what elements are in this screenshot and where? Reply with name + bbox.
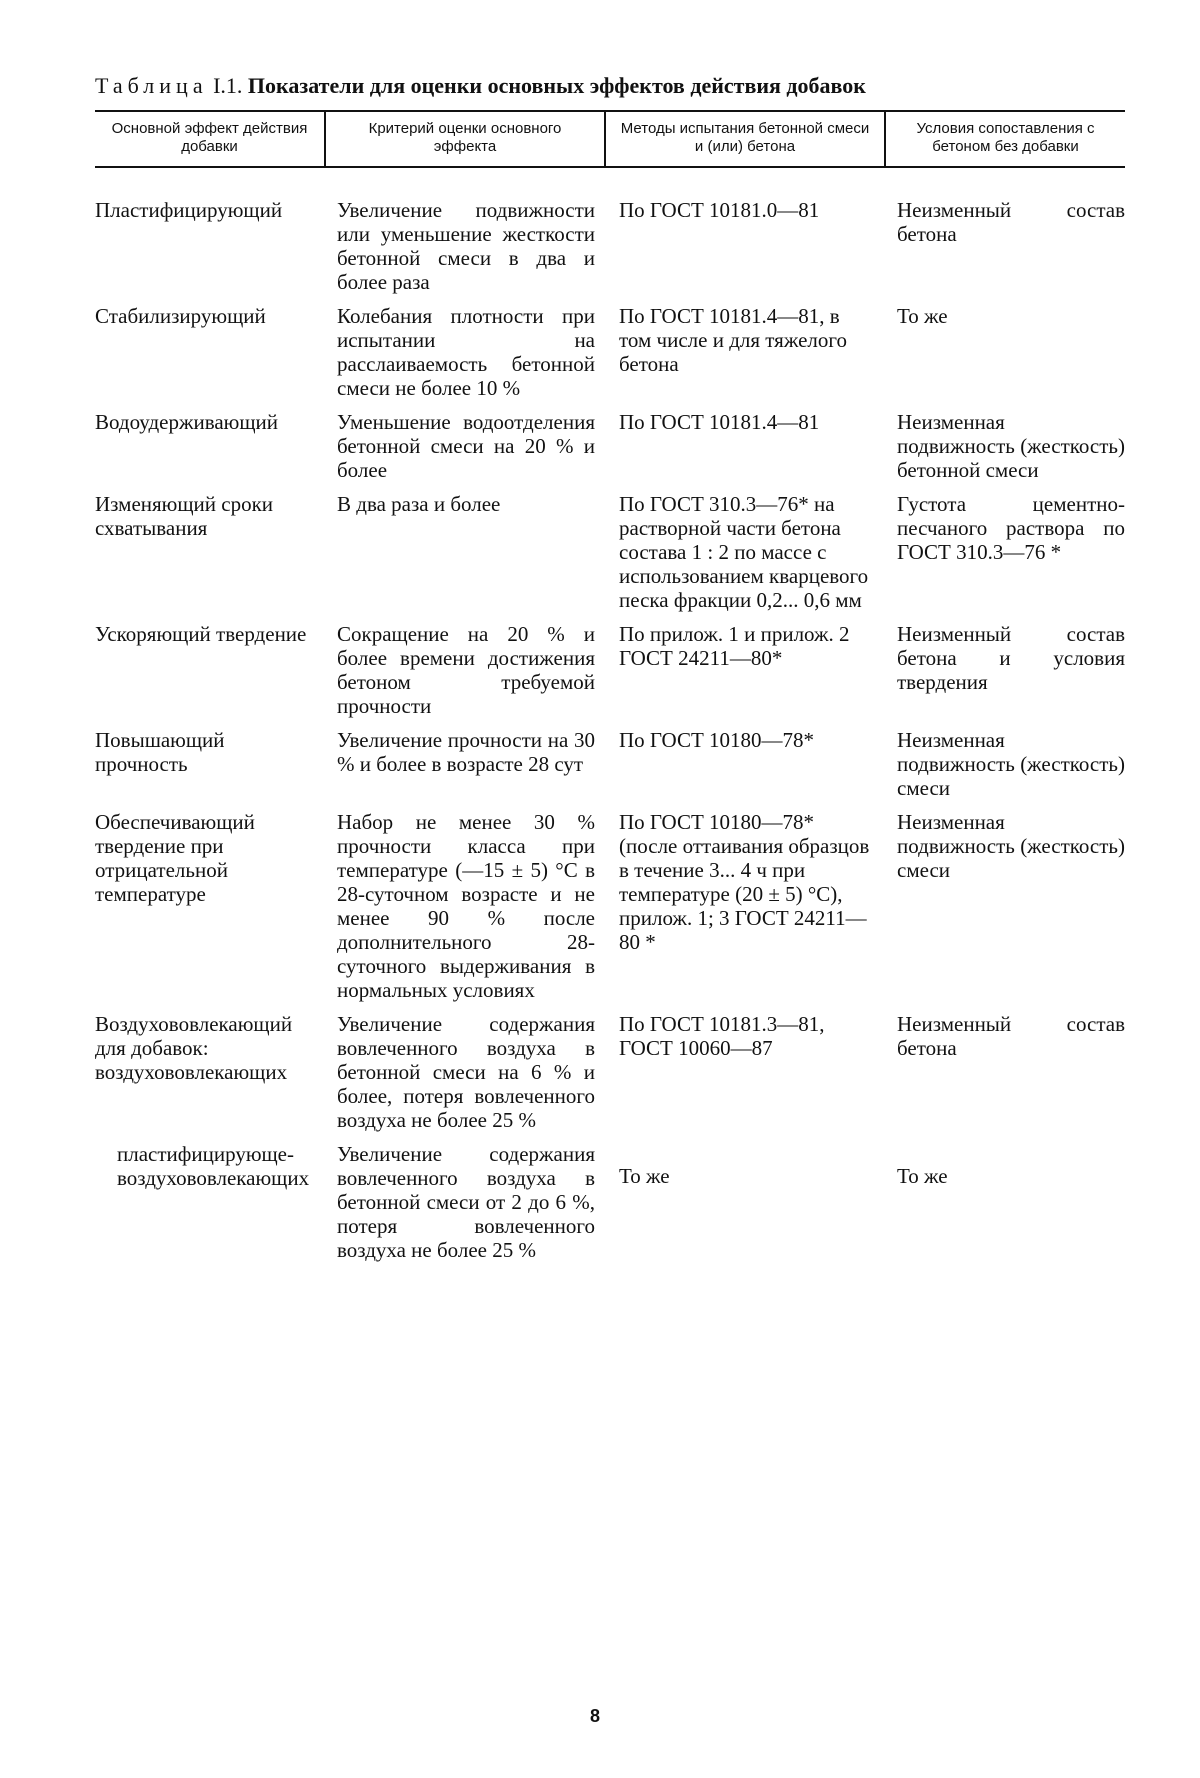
cell-effect: Ускоряющий твердение bbox=[95, 622, 307, 646]
page-number: 8 bbox=[590, 1706, 601, 1726]
table-number: I.1. bbox=[213, 73, 243, 98]
cell-method: По ГОСТ 10181.4—81, в том числе и для тяжелого бетона bbox=[619, 304, 847, 376]
cell-condition: Неизменный состав бетона bbox=[897, 198, 1125, 246]
cell-criterion: Увеличение содержания вовлеченного воздуха в бетонной смеси на 6 % и более, потеря вовлеченного воздуха не более 25 % bbox=[337, 1012, 595, 1132]
cell-condition: Неизменный состав бетона bbox=[897, 1012, 1125, 1060]
cell-condition: Густота цементно-песчаного раствора по ГОСТ 310.3—76 * bbox=[897, 492, 1125, 564]
cell-effect: Стабилизирующий bbox=[95, 304, 266, 328]
table-row bbox=[95, 1008, 1125, 1138]
table-row bbox=[95, 167, 1125, 300]
cell-criterion: В два раза и более bbox=[337, 492, 501, 516]
table-title bbox=[95, 72, 1125, 100]
table-row bbox=[95, 300, 1125, 406]
cell-method: По прилож. 1 и прилож. 2 ГОСТ 24211—80* bbox=[619, 622, 850, 670]
cell-effect: Изменяющий сроки схватывания bbox=[95, 492, 274, 540]
cell-method: То же bbox=[619, 1164, 670, 1188]
table-row bbox=[95, 724, 1125, 806]
table-row bbox=[95, 488, 1125, 618]
cell-effect: Воздухововлекающий для добавок: воздухововлекающих bbox=[95, 1012, 293, 1084]
cell-condition: То же bbox=[897, 1164, 948, 1188]
table-row bbox=[95, 406, 1125, 488]
cell-method: По ГОСТ 10180—78* (после оттаивания образцов в течение 3... 4 ч при температуре (20 ± 5) °С), прилож. 1; 3 ГОСТ 24211—80 * bbox=[619, 810, 870, 954]
cell-criterion: Уменьшение водоотделения бетонной смеси на 20 % и более bbox=[337, 410, 595, 482]
cell-criterion: Колебания плотности при испытании на расслаиваемость бетонной смеси не более 10 % bbox=[337, 304, 595, 400]
cell-effect: Пластифицирующий bbox=[95, 198, 283, 222]
cell-method: По ГОСТ 10180—78* bbox=[619, 728, 815, 752]
cell-condition: Неизменный состав бетона и условия твердения bbox=[897, 622, 1125, 694]
cell-method: По ГОСТ 10181.4—81 bbox=[619, 410, 820, 434]
cell-method: По ГОСТ 10181.3—81, ГОСТ 10060—87 bbox=[619, 1012, 825, 1060]
cell-criterion: Набор не менее 30 % прочности класса при температуре (—15 ± 5) °С в 28-суточном возрасте и не менее 90 % после дополнительного 28-суточного выдерживания в нормальных условиях bbox=[337, 810, 595, 1002]
additive-effects-table bbox=[95, 110, 1125, 1268]
cell-criterion: Увеличение содержания вовлеченного воздуха в бетонной смеси от 2 до 6 %, потеря вовлеченного воздуха не более 25 % bbox=[337, 1142, 595, 1262]
cell-condition: Неизменная подвижность (жесткость) бетонной смеси bbox=[897, 410, 1125, 482]
cell-method: По ГОСТ 10181.0—81 bbox=[619, 198, 820, 222]
header-criterion: Критерий оценки основного эффекта bbox=[325, 111, 605, 167]
table-row bbox=[95, 806, 1125, 1008]
cell-effect: Обеспечивающий твердение при отрицательной температуре bbox=[95, 810, 255, 906]
cell-effect: Водоудерживающий bbox=[95, 410, 279, 434]
header-methods: Методы испытания бетонной смеси и (или) бетона bbox=[605, 111, 885, 167]
table-row bbox=[95, 1138, 1125, 1268]
header-conditions: Условия сопоставления с бетоном без добавки bbox=[885, 111, 1125, 167]
cell-effect: Повышающий прочность bbox=[95, 728, 225, 776]
cell-effect: пластифицирующе-воздухововлекающих bbox=[117, 1142, 310, 1190]
cell-method: По ГОСТ 310.3—76* на растворной части бетона состава 1 : 2 по массе с использованием кварцевого песка фракции 0,2... 0,6 мм bbox=[619, 492, 869, 612]
cell-condition: То же bbox=[897, 304, 948, 328]
cell-condition: Неизменная подвижность (жесткость) смеси bbox=[897, 728, 1125, 800]
header-row bbox=[95, 111, 1125, 167]
document-page bbox=[95, 72, 1125, 1268]
header-effect: Основной эффект действия добавки bbox=[95, 111, 325, 167]
table-caption: Показатели для оценки основных эффектов действия добавок bbox=[247, 73, 866, 98]
cell-criterion: Увеличение прочности на 30 % и более в возрасте 28 сут bbox=[337, 728, 595, 776]
cell-criterion: Сокращение на 20 % и более времени достижения бетоном требуемой прочности bbox=[337, 622, 595, 718]
cell-criterion: Увеличение подвижности или уменьшение жесткости бетонной смеси в два и более раза bbox=[337, 198, 595, 294]
cell-condition: Неизменная подвижность (жесткость) смеси bbox=[897, 810, 1125, 882]
table-label: Таблица bbox=[95, 73, 208, 98]
table-row bbox=[95, 618, 1125, 724]
